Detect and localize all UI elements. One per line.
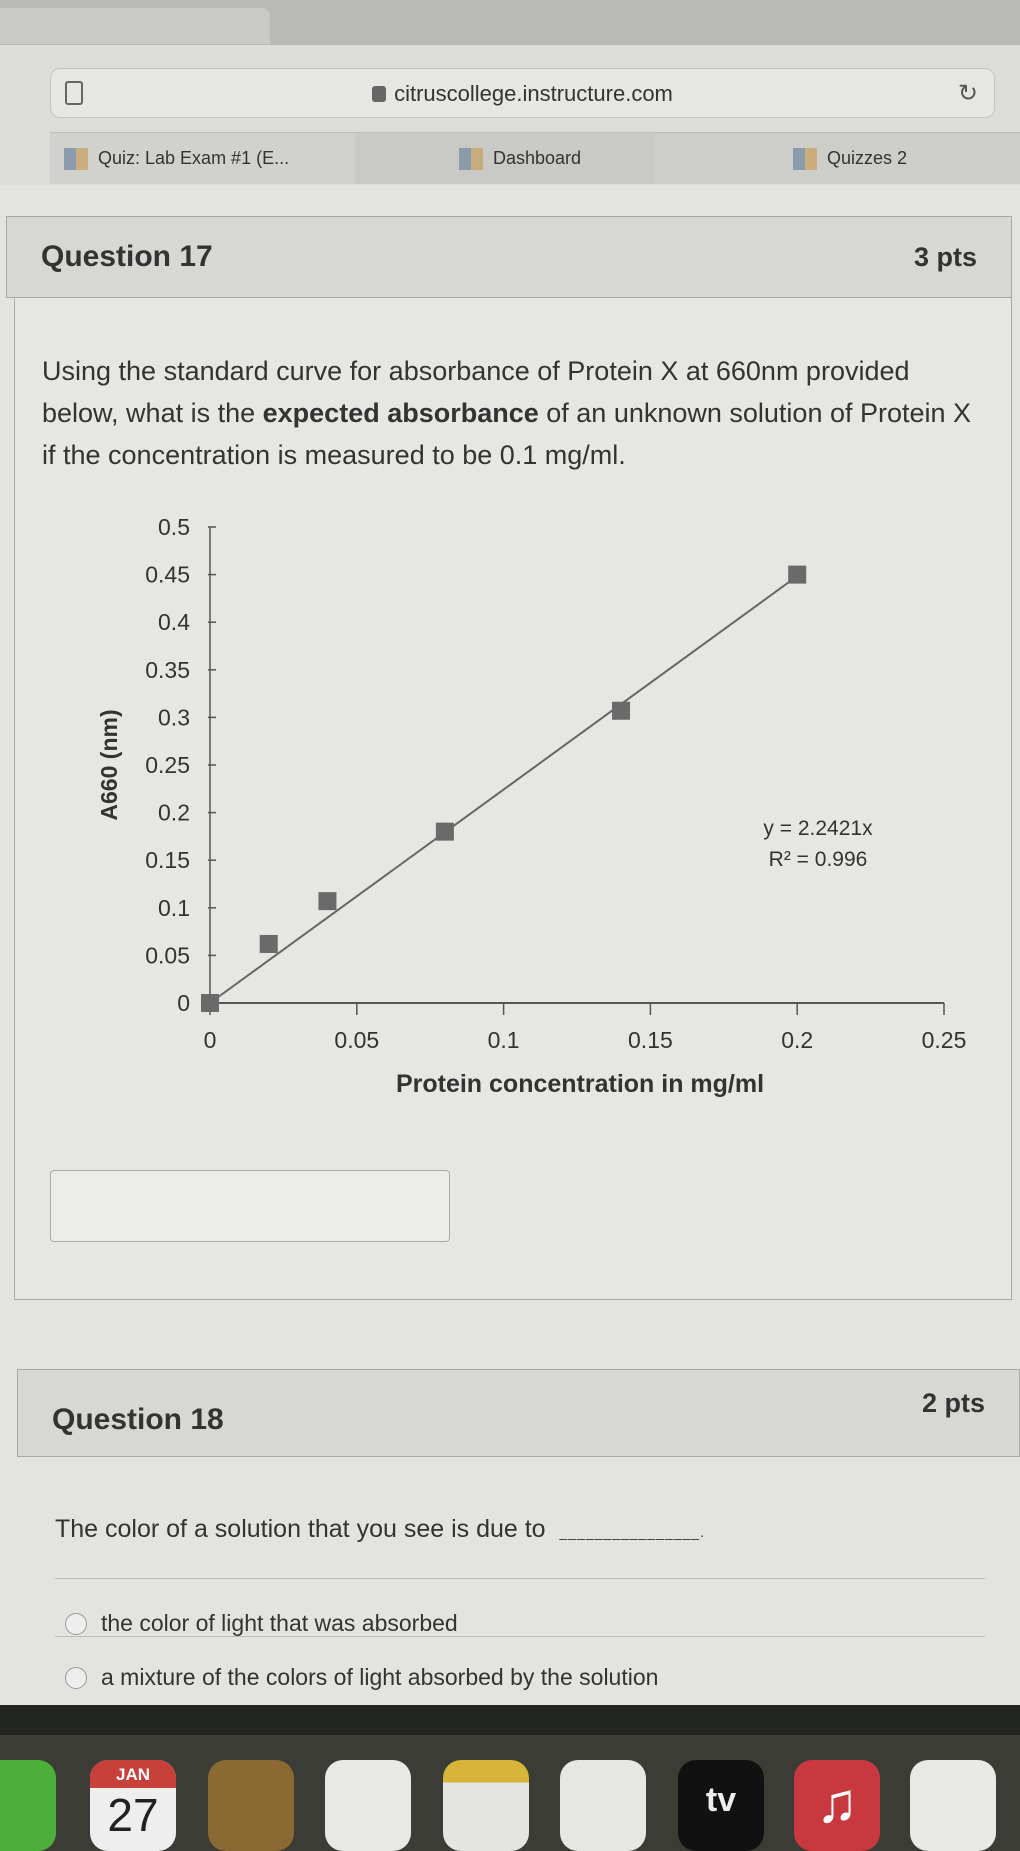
tab-quiz[interactable]: Quiz: Lab Exam #1 (E... [50, 132, 355, 184]
y-tick-label: 0.4 [158, 609, 190, 636]
reminders-icon[interactable] [325, 1760, 411, 1851]
y-axis-label: A660 (nm) [96, 709, 122, 821]
y-tick-label: 0.3 [158, 704, 190, 731]
window-tab [0, 8, 270, 44]
canvas-favicon-icon [793, 148, 817, 170]
y-tick-label: 0 [177, 990, 190, 1016]
y-tick-label: 0.35 [145, 656, 190, 683]
x-tick-label: 0.25 [921, 1027, 967, 1053]
y-tick-label: 0.45 [145, 561, 190, 588]
trendline-equation: y = 2.2421x [763, 817, 873, 840]
question-title: Question 17 [41, 240, 213, 273]
trendline [210, 576, 797, 1003]
tab-dashboard[interactable]: Dashboard [355, 132, 655, 184]
answer-option[interactable]: the color of light that was absorbed [65, 1610, 458, 1637]
data-point [612, 702, 630, 720]
y-tick-label: 0.2 [158, 799, 190, 826]
url-text: citruscollege.instructure.com [394, 81, 673, 106]
data-point [436, 823, 454, 841]
calendar-month: JAN [90, 1760, 176, 1788]
notes-icon[interactable] [443, 1760, 529, 1851]
x-tick-label: 0.15 [628, 1027, 673, 1053]
tab-quizzes[interactable]: Quizzes 2 [655, 132, 1020, 184]
calendar-icon[interactable] [90, 1760, 176, 1851]
data-point [318, 892, 336, 910]
x-tick-label: 0.05 [334, 1027, 380, 1053]
question-17-header [6, 216, 1012, 298]
y-tick-label: 0.5 [158, 514, 190, 540]
question-points: 2 pts [921, 1387, 985, 1418]
answer-input[interactable] [50, 1170, 450, 1242]
reload-icon[interactable]: ↻ [957, 80, 978, 107]
data-point [260, 935, 278, 953]
y-tick-label: 0.15 [145, 847, 190, 874]
address-bar[interactable] [50, 68, 995, 118]
question-17-text: Using the standard curve for absorbance of Protein X at 660nm provided below, what is the expected absorbance of an unknown solution of Protein X if the concentration is measured to be 0.1 mg/ml. [42, 356, 972, 470]
music-icon[interactable]: ♫ [794, 1760, 880, 1851]
radio-button[interactable] [65, 1613, 87, 1635]
calendar-day: 27 [107, 1789, 159, 1841]
standard-curve-chart [0, 500, 1020, 1120]
contacts-icon[interactable] [208, 1760, 294, 1851]
x-tick-label: 0.1 [487, 1027, 520, 1053]
data-point [788, 566, 806, 584]
r-squared-label: R² = 0.996 [768, 848, 868, 871]
y-tick-label: 0.05 [145, 942, 190, 969]
y-tick-label: 0.1 [158, 894, 190, 921]
divider [55, 1636, 985, 1637]
canvas-favicon-icon [64, 148, 88, 170]
question-title: Question 18 [52, 1403, 224, 1436]
apple-tv-icon[interactable]: tv [678, 1760, 764, 1851]
x-tick-label: 0 [203, 1027, 217, 1053]
divider [55, 1578, 985, 1579]
answer-option[interactable]: a mixture of the colors of light absorbed by the solution [65, 1664, 658, 1691]
question-18-header [17, 1369, 1020, 1457]
news-icon[interactable] [910, 1760, 996, 1851]
freeform-icon[interactable] [560, 1760, 646, 1851]
x-tick-label: 0.2 [781, 1027, 814, 1053]
canvas-favicon-icon [459, 148, 483, 170]
question-18-text: The color of a solution that you see is due to ________________. [55, 1515, 705, 1543]
question-points: 3 pts [913, 241, 977, 272]
radio-button[interactable] [65, 1667, 87, 1689]
x-axis-label: Protein concentration in mg/ml [395, 1070, 765, 1098]
facetime-icon[interactable] [0, 1760, 56, 1851]
answer-blank: ________________. [559, 1524, 705, 1540]
y-tick-label: 0.25 [145, 752, 190, 778]
lock-icon [372, 86, 386, 102]
data-point [201, 994, 219, 1012]
